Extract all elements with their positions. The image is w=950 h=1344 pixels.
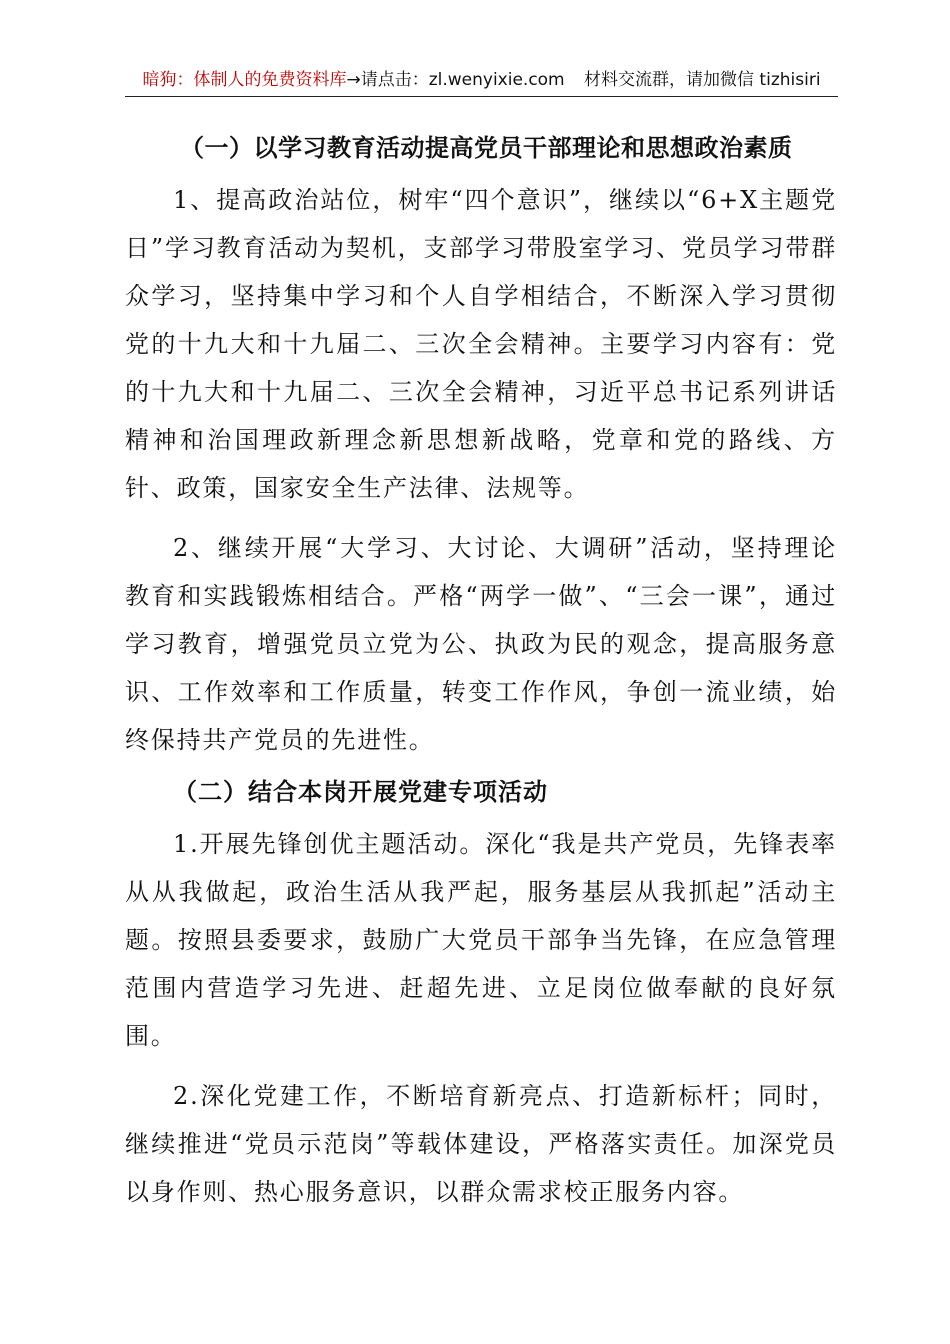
section-heading-1: （一）以学习教育活动提高党员干部理论和思想政治素质 bbox=[180, 133, 793, 162]
section-heading-2: （二）结合本岗开展党建专项活动 bbox=[173, 777, 548, 806]
document-body bbox=[125, 124, 837, 1216]
header-site-name: 暗狗：体制人的免费资料库 bbox=[142, 70, 347, 90]
section1-paragraph-1: 1、提高政治站位，树牢“四个意识”，继续以“6+X主题党日”学习教育活动为契机，支部学习带股室学习、党员学习带群众学习，坚持集中学习和个人自学相结合，不断深入学习贯彻党的十九大和十九届二、三次全会精神。主要学习内容有：党的十九大和十九届二、三次全会精神，习近平总书记系列讲话精神和治国理政新理念新思想新战略，党章和党的路线、方针、政策，国家安全生产法律、法规等。 bbox=[125, 186, 837, 502]
section2-paragraph-2: 2.深化党建工作，不断培育新亮点、打造新标杆；同时，继续推进“党员示范岗”等载体建设，严格落实责任。加深党员以身作则、热心服务意识，以群众需求校正服务内容。 bbox=[125, 1082, 837, 1206]
section1-paragraph-2: 2、继续开展“大学习、大讨论、大调研”活动，坚持理论教育和实践锻炼相结合。严格“两学一做”、“三会一课”，通过学习教育，增强党员立党为公、执政为民的观念，提高服务意识、工作效率和工作质量，转变工作作风，争创一流业绩，始终保持共产党员的先进性。 bbox=[125, 534, 837, 754]
page-header bbox=[125, 66, 838, 97]
header-wechat-note: 材料交流群，请加微信 tizhisiri bbox=[584, 70, 821, 90]
header-link[interactable]: →请点击：zl.wenyixie.com bbox=[346, 70, 565, 90]
section2-paragraph-1: 1.开展先锋创优主题活动。深化“我是共产党员，先锋表率从从我做起，政治生活从我严起，服务基层从我抓起”活动主题。按照县委要求，鼓励广大党员干部争当先锋，在应急管理范围内营造学习先进、赶超先进、立足岗位做奉献的良好氛围。 bbox=[125, 830, 837, 1050]
